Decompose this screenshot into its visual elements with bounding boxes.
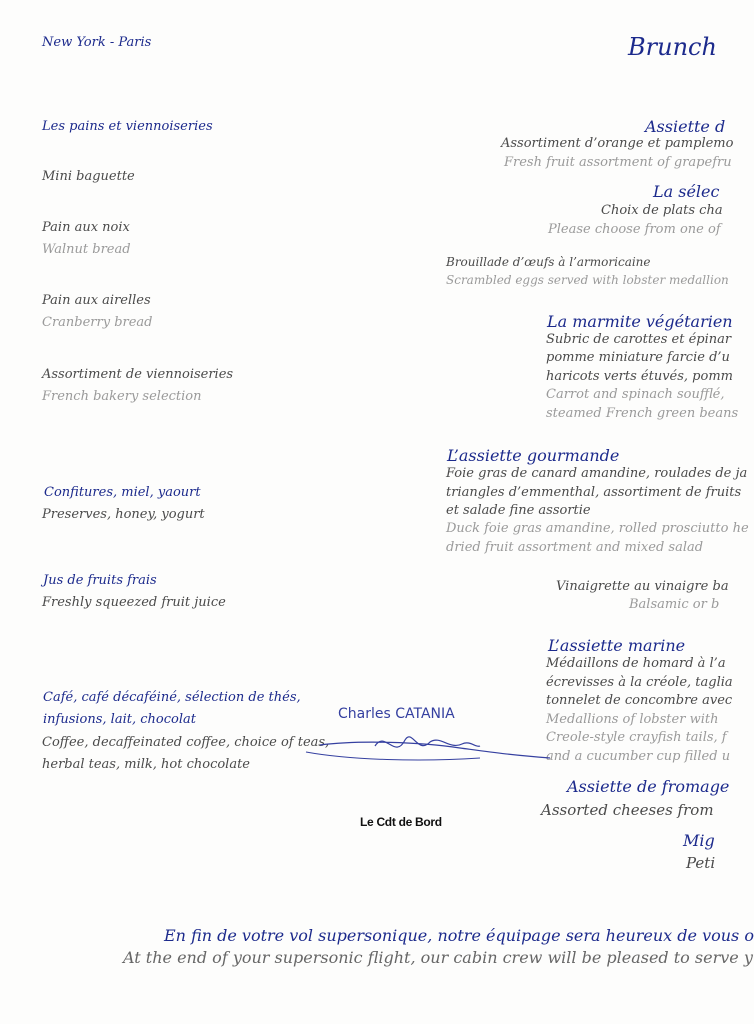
assiette-en: Fresh fruit assortment of grapefru — [504, 155, 732, 170]
eggs-en: Scrambled eggs served with lobster medallion — [446, 273, 729, 287]
coffee-heading-line2: infusions, lait, chocolat — [43, 712, 196, 727]
route-label: New York - Paris — [42, 35, 152, 50]
breads-heading: Les pains et viennoiseries — [42, 119, 213, 134]
marine-heading: L’assiette marine — [548, 636, 686, 655]
page-title: Brunch — [628, 33, 717, 61]
marine-en: Medallions of lobster with — [546, 712, 719, 727]
marine-en: and a cucumber cup filled u — [546, 749, 731, 764]
footer-fr: En fin de votre vol supersonique, notre équipage sera heureux de vous o — [164, 926, 754, 945]
preserves-en: Preserves, honey, yogurt — [42, 507, 205, 522]
marmite-heading: La marmite végétarien — [547, 312, 733, 331]
marmite-line: Subric de carottes et épinar — [546, 332, 732, 347]
gourmande-en: Duck foie gras amandine, rolled prosciutto he — [446, 521, 749, 536]
fromage-fr: Assorted cheeses from — [541, 801, 714, 819]
list-item: Pain aux noix — [42, 220, 130, 235]
selection-en: Please choose from one of — [548, 222, 721, 237]
mig-fr: Peti — [686, 854, 716, 872]
marmite-line: haricots verts étuvés, pomm — [546, 369, 733, 384]
coffee-en-line1: Coffee, decaffeinated coffee, choice of teas, — [42, 735, 330, 750]
marine-en: Creole-style crayfish tails, f — [546, 730, 727, 745]
gourmande-line: triangles d’emmenthal, assortiment de fruits — [446, 485, 742, 500]
signature-title: Le Cdt de Bord — [360, 815, 442, 829]
marmite-en: steamed French green beans — [546, 406, 739, 421]
marine-line: écrevisses à la créole, taglia — [546, 675, 733, 690]
footer-en: At the end of your supersonic flight, our cabin crew will be pleased to serve y — [123, 948, 753, 967]
signature-name: Charles CATANIA — [338, 706, 455, 722]
gourmande-heading: L’assiette gourmande — [447, 446, 620, 465]
selection-heading: La sélec — [653, 182, 720, 201]
marine-line: Médaillons de homard à l’a — [546, 656, 726, 671]
fromage-heading: Assiette de fromage — [567, 777, 730, 796]
juice-heading: Jus de fruits frais — [43, 573, 157, 588]
list-item: Mini baguette — [42, 169, 135, 184]
assiette-fr: Assortiment d’orange et pamplemo — [501, 136, 734, 151]
marine-line: tonnelet de concombre avec — [546, 693, 733, 708]
gourmande-en: dried fruit assortment and mixed salad — [446, 540, 704, 555]
assiette-heading: Assiette d — [645, 117, 726, 136]
list-item: Pain aux airelles — [42, 293, 151, 308]
juice-en: Freshly squeezed fruit juice — [42, 595, 226, 610]
coffee-heading-line1: Café, café décaféiné, sélection de thés, — [43, 690, 301, 705]
mig-heading: Mig — [683, 831, 715, 850]
list-item-en: French bakery selection — [42, 389, 202, 404]
list-item-en: Cranberry bread — [42, 315, 153, 330]
list-item-en: Walnut bread — [42, 242, 131, 257]
vinaigrette-fr: Vinaigrette au vinaigre ba — [556, 579, 729, 594]
preserves-heading: Confitures, miel, yaourt — [44, 485, 201, 500]
marmite-en: Carrot and spinach soufflé, — [546, 387, 725, 402]
gourmande-line: Foie gras de canard amandine, roulades de ja — [446, 466, 748, 481]
eggs-fr: Brouillade d’œufs à l’armoricaine — [446, 255, 651, 269]
gourmande-line: et salade fine assortie — [446, 503, 591, 518]
selection-fr: Choix de plats cha — [601, 203, 723, 218]
coffee-en-line2: herbal teas, milk, hot chocolate — [42, 757, 250, 772]
vinaigrette-en: Balsamic or b — [629, 597, 720, 612]
list-item: Assortiment de viennoiseries — [42, 367, 234, 382]
marmite-line: pomme miniature farcie d’u — [546, 350, 730, 365]
